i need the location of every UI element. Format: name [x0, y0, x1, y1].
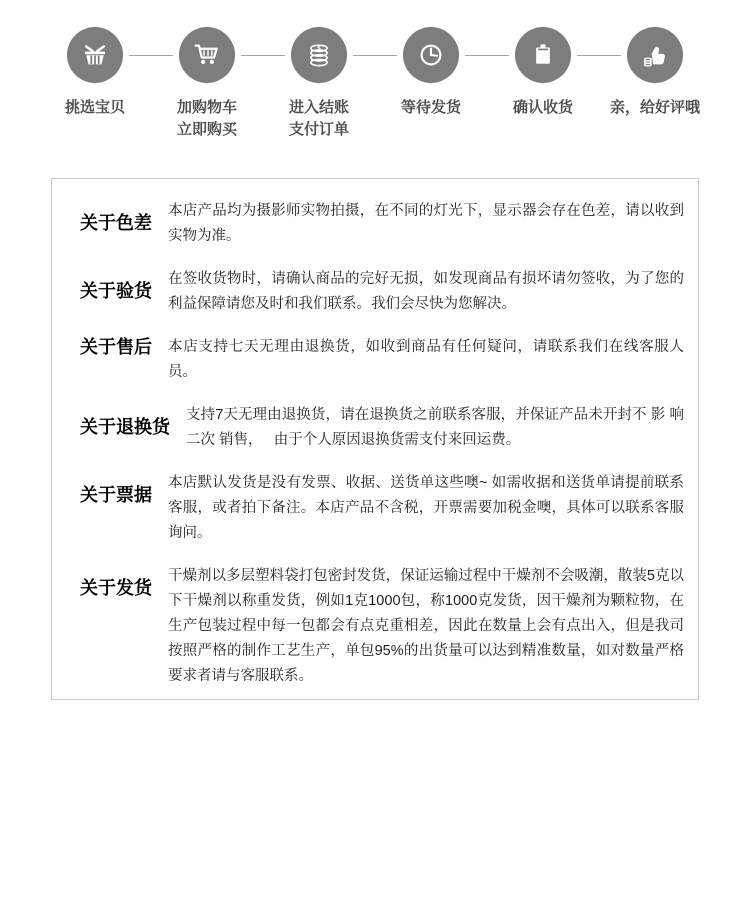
section-body: 支持7天无理由退换货，请在退换货之前联系客服，并保证产品未开封不 影 响 二次 销售， 由于个人原因退换货需支付来回运费。 — [186, 407, 684, 448]
svg-text:$: $ — [316, 46, 322, 53]
shopping-steps — [0, 27, 750, 141]
thumbs-up-icon — [627, 27, 683, 83]
step-label: 挑选宝贝 — [64, 99, 125, 116]
clock-icon — [403, 27, 459, 83]
coins-icon — [291, 27, 347, 83]
notice-section-invoice — [80, 471, 684, 546]
section-body: 本店默认发货是没有发票、收据、送货单这些噢~ 如需收据和送货单请提前联系客服，或者拍下备注。本店产品不含税，开票需要加税金噢，具体可以联系客服询问。 — [168, 475, 684, 541]
notice-section-after-sales — [80, 335, 684, 385]
step-confirm-receipt — [487, 27, 599, 119]
section-body: 本店支持七天无理由退换货，如收到商品有任何疑问，请联系我们在线客服人员。 — [168, 339, 684, 380]
step-label: 进入结账 支付订单 — [288, 99, 349, 138]
notice-section-returns — [80, 403, 684, 453]
step-label: 等待发货 — [400, 99, 461, 116]
notice-section-inspection — [80, 267, 684, 317]
step-pick-item — [39, 27, 151, 119]
clipboard-icon — [515, 27, 571, 83]
section-title: 关于发货 — [80, 578, 152, 598]
step-wait-shipping — [375, 27, 487, 119]
notice-section-color-difference — [80, 199, 684, 249]
step-checkout — [263, 27, 375, 141]
section-body: 本店产品均为摄影师实物拍摄，在不同的灯光下，显示器会存在色差，请以收到实物为准。 — [168, 203, 684, 244]
step-review — [599, 27, 711, 119]
section-title: 关于验货 — [80, 281, 152, 301]
section-body: 干燥剂以多层塑料袋打包密封发货，保证运输过程中干燥剂不会吸潮，散装5克以下干燥剂以称重发货，例如1克1000包，称1000克发货，因干燥剂为颗粒物，在生产包装过程中每一包都会有点克重相差，因此在数量上会有点出入，但是我司按照严格的制作工艺生产，单包95%的出货量可以达到精准数量，如对数量严格要求者请与客服联系。 — [168, 568, 684, 684]
basket-icon — [67, 27, 123, 83]
section-body: 在签收货物时，请确认商品的完好无损，如发现商品有损坏请勿签收，为了您的利益保障请您及时和我们联系。我们会尽快为您解决。 — [168, 271, 684, 312]
step-label: 亲，给好评哦 — [609, 99, 700, 116]
section-title: 关于售后 — [80, 337, 152, 357]
store-notice-box — [51, 178, 699, 700]
step-add-cart — [151, 27, 263, 141]
step-label: 加购物车 立即购买 — [176, 99, 237, 138]
cart-icon — [179, 27, 235, 83]
notice-section-shipping — [80, 564, 684, 689]
step-label: 确认收货 — [512, 99, 573, 116]
section-title: 关于退换货 — [80, 417, 170, 437]
section-title: 关于票据 — [80, 485, 152, 505]
section-title: 关于色差 — [80, 213, 152, 233]
